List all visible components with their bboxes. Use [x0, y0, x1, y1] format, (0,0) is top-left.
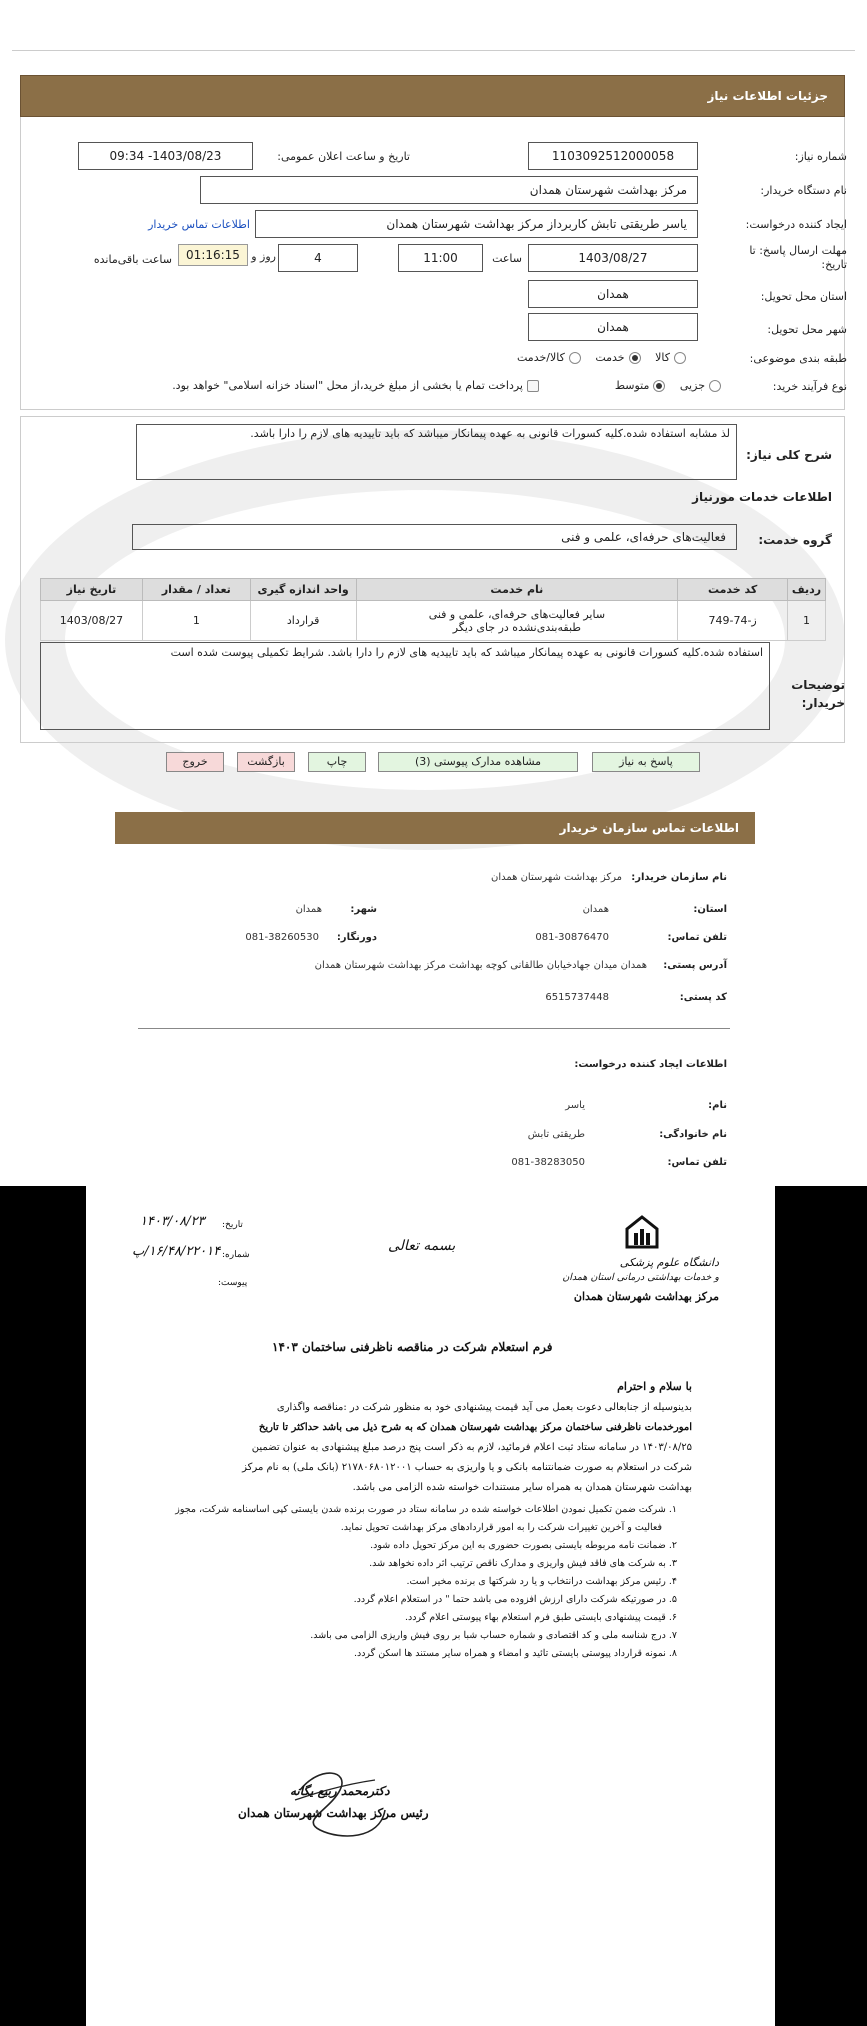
purchase-medium-label: متوسط [614, 379, 650, 392]
announce-field: 1403/08/23- 09:34 [78, 142, 253, 170]
purchase-minor-label: جزیی [679, 379, 705, 392]
creator-name: یاسر [565, 1100, 585, 1111]
contact-divider [138, 1028, 730, 1029]
contact-phone-label: تلفن تماس: [667, 932, 727, 943]
letter-item-7: ۷. درج شناسه ملی و کد اقتصادی و شماره حساب شبا بر روی فیش واریزی الزامی می باشد. [310, 1630, 677, 1641]
letter-item-4: ۴. رئیس مرکز بهداشت درانتخاب و یا رد شرکتها ی برنده مخیر است. [406, 1576, 677, 1587]
contact-postal: 6515737448 [545, 992, 609, 1003]
reply-button[interactable]: پاسخ به نیاز [592, 752, 700, 772]
letter-date: ۱۴۰۳/۰۸/۲۳ [140, 1214, 205, 1229]
services-table [40, 578, 826, 641]
letter-number: ۱۶/۴۸/۲۲۰۱۴/پ [132, 1244, 221, 1259]
category-goods-label: کالا [655, 351, 670, 364]
province-field: همدان [528, 280, 698, 308]
creator-phone: 081-38283050 [511, 1157, 585, 1168]
letter-para5: بهداشت شهرستان همدان به همراه سایر مستندات خواسته شده الزامی می باشد. [352, 1482, 692, 1493]
letter-item-1b: فعالیت و آخرین تغییرات شرکت را به امور قراردادهای مرکز بهداشت تحویل نماید. [340, 1522, 662, 1533]
table-row [41, 601, 826, 641]
letter-uni-line1: دانشگاه علوم پزشکی [619, 1256, 719, 1269]
col-name: نام خدمت [356, 579, 678, 601]
radio-medium[interactable] [653, 380, 665, 392]
radio-goods-service[interactable] [569, 352, 581, 364]
need-number-field: 1103092512000058 [528, 142, 698, 170]
payment-checkbox[interactable] [527, 380, 539, 392]
cell-date: 1403/08/27 [41, 601, 143, 641]
contact-city-label: شهر: [350, 904, 377, 915]
category-options[interactable] [400, 351, 690, 364]
creator-name-label: نام: [708, 1100, 727, 1111]
creator-title: اطلاعات ایجاد کننده درخواست: [574, 1059, 727, 1070]
exit-button[interactable]: خروج [166, 752, 224, 772]
radio-goods[interactable] [674, 352, 686, 364]
days-field: 4 [278, 244, 358, 272]
remaining-timer: 01:16:15 [178, 244, 248, 266]
service-group-label: گروه خدمت: [758, 533, 832, 547]
remaining-label: ساعت باقی‌مانده [93, 253, 172, 266]
summary-label: شرح کلی نیاز: [746, 448, 832, 462]
table-header-row [41, 579, 826, 601]
contact-address: همدان میدان جهادخیابان طالقانی کوچه بهداشت مرکز بهداشت شهرستان همدان [314, 960, 647, 971]
letter-item-2: ۲. ضمانت نامه مربوطه بایستی بصورت حضوری به این مرکز تحویل داده شود. [370, 1540, 677, 1551]
cell-unit: قرارداد [250, 601, 356, 641]
deadline-time-field: 11:00 [398, 244, 483, 272]
col-code: کد خدمت [678, 579, 788, 601]
letter-signer: دکترمحمد ربیع یگانه [290, 1784, 390, 1798]
letter-item-3: ۳. به شرکت های فاقد فیش واریزی و مدارک ناقص ترتیب اثر داده نخواهد شد. [369, 1558, 677, 1569]
buyer-notes-field: استفاده شده.کلیه کسورات قانونی به عهده پیمانکار میباشد که باید تاییدیه های لازم را دارا باشد. شرایط تکمیلی پیوست شده است [40, 642, 770, 730]
buyer-contact-link[interactable]: اطلاعات تماس خریدار [148, 218, 250, 231]
category-goods-service-label: کالا/خدمت [517, 351, 565, 364]
letter-greeting: با سلام و احترام [617, 1380, 692, 1393]
top-divider [12, 50, 855, 51]
cell-name: سایر فعالیت‌های حرفه‌ای، علمی و فنی طبقه‌بندی‌نشده در جای دیگر [356, 601, 678, 641]
letter-para2: امورخدمات ناظرفنی ساختمان مرکز بهداشت شهرستان همدان که به شرح ذیل می باشد حداکثر تا تاریخ [258, 1422, 692, 1433]
letter-number-label: شماره: [222, 1250, 250, 1260]
letter-item-5: ۵. در صورتیکه شرکت دارای ارزش افزوده می باشد حتما " در استعلام اعلام گردد. [353, 1594, 677, 1605]
signature-mark [280, 1760, 400, 1850]
letter-para1: بدینوسیله از جنابعالی دعوت بعمل می آید قیمت پیشنهادی خود به منظور شرکت در :مناقصه واگذاری [276, 1402, 692, 1413]
letter-basmala: بسمه تعالی [388, 1238, 456, 1254]
cell-qty: 1 [142, 601, 250, 641]
contact-address-label: آدرس پستی: [663, 960, 727, 971]
print-button[interactable]: چاپ [308, 752, 366, 772]
days-label: روز و [251, 250, 276, 263]
col-unit: واحد اندازه گیری [250, 579, 356, 601]
contact-org: مرکز بهداشت شهرستان همدان [490, 872, 622, 883]
buyer-notes-label: توضیحات خریدار: [791, 678, 845, 710]
service-group-field: فعالیت‌های حرفه‌ای، علمی و فنی [132, 524, 737, 550]
category-service-label: خدمت [595, 351, 625, 364]
letter-item-8: ۸. نمونه قرارداد پیوستی بایستی تائید و امضاء و همراه سایر مستند ها اسکن گردد. [353, 1648, 677, 1659]
summary-field: لذ مشابه استفاده شده.کلیه کسورات قانونی به عهده پیمانکار میباشد که باید تاییدیه های لازم را دارا باشد. [136, 424, 737, 480]
col-date: تاریخ نیاز [41, 579, 143, 601]
requester-label: ایجاد کننده درخواست: [745, 218, 847, 231]
requester-field: یاسر طریقتی تابش کاربرداز مرکز بهداشت شهرستان همدان [255, 210, 698, 238]
category-label: طبقه بندی موضوعی: [749, 352, 847, 365]
cell-row: 1 [788, 601, 826, 641]
purchase-options[interactable] [580, 379, 725, 392]
contact-title: اطلاعات تماس سازمان خریدار [115, 812, 755, 844]
back-button[interactable]: بازگشت [237, 752, 295, 772]
page-title: جزئیات اطلاعات نیاز [20, 75, 845, 117]
announce-label: تاریخ و ساعت اعلان عمومی: [277, 150, 410, 163]
letter-uni-line2: و خدمات بهداشتی درمانی استان همدان [562, 1272, 719, 1283]
letter-para3: ۱۴۰۳/۰۸/۲۵ در سامانه ستاد ثبت اعلام فرمائید، لازم به ذکر است پنج درصد مبلغ پیشنهادی به عنوان تضمین [251, 1442, 692, 1453]
city-label: شهر محل تحویل: [767, 323, 847, 336]
contact-province: همدان [582, 904, 609, 915]
letter-item-6: ۶. قیمت پیشنهادی بایستی طبق فرم استعلام بهاء پیوستی اعلام گردد. [404, 1612, 677, 1623]
letter-page [86, 1186, 775, 2026]
contact-phone: 081-30876470 [535, 932, 609, 943]
letter-attach-label: پیوست: [218, 1278, 248, 1288]
cell-code: ز-74-749 [678, 601, 788, 641]
letter-title: فرم استعلام شرکت در مناقصه ناظرفنی ساختمان ۱۴۰۳ [272, 1340, 553, 1354]
payment-note: پرداخت تمام یا بخشی از مبلغ خرید،از محل "اسناد خزانه اسلامی" خواهد بود. [172, 379, 523, 392]
deadline-date-field: 1403/08/27 [528, 244, 698, 272]
payment-option[interactable] [88, 379, 543, 392]
buyer-org-field: مرکز بهداشت شهرستان همدان [200, 176, 698, 204]
university-logo-icon [625, 1215, 659, 1249]
letter-date-label: تاریخ: [222, 1220, 243, 1230]
contact-fax-label: دورنگار: [336, 932, 377, 943]
contact-fax: 081-38260530 [245, 932, 319, 943]
purchase-label: نوع فرآیند خرید: [772, 380, 847, 393]
letter-center: مرکز بهداشت شهرستان همدان [573, 1290, 719, 1303]
col-qty: تعداد / مقدار [142, 579, 250, 601]
letter-signer-title: رئیس مرکز بهداشت شهرستان همدان [238, 1806, 429, 1820]
contact-city: همدان [295, 904, 322, 915]
time-label: ساعت [492, 252, 522, 265]
deadline-label: مهلت ارسال پاسخ: تا تاریخ: [749, 244, 847, 271]
radio-service[interactable] [629, 352, 641, 364]
letter-para4: شرکت در استعلام به صورت ضمانتنامه بانکی و یا واریزی به حساب ۲۱۷۸۰۶۸۰۱۲۰۰۱ (بانک ملی) به نام مرکز [242, 1462, 692, 1473]
creator-phone-label: تلفن تماس: [667, 1157, 727, 1168]
radio-minor[interactable] [709, 380, 721, 392]
docs-button[interactable]: مشاهده مدارک پیوستی (3) [378, 752, 578, 772]
creator-family-label: نام خانوادگی: [659, 1129, 727, 1140]
letter-item-1: ۱. شرکت ضمن تکمیل نمودن اطلاعات خواسته شده در سامانه ستاد در صورت برنده شدن بایستی کپی اساسنامه شرکت، مجوز [175, 1504, 677, 1515]
contact-province-label: استان: [693, 904, 727, 915]
creator-family: طریقتی تابش [527, 1129, 585, 1140]
col-row: ردیف [788, 579, 826, 601]
city-field: همدان [528, 313, 698, 341]
services-heading: اطلاعات خدمات مورنیاز [692, 490, 832, 504]
need-number-label: شماره نیاز: [794, 150, 847, 163]
province-label: استان محل تحویل: [760, 290, 847, 303]
contact-postal-label: کد پستی: [679, 992, 727, 1003]
contact-org-label: نام سازمان خریدار: [631, 872, 727, 883]
buyer-org-label: نام دستگاه خریدار: [760, 184, 847, 197]
